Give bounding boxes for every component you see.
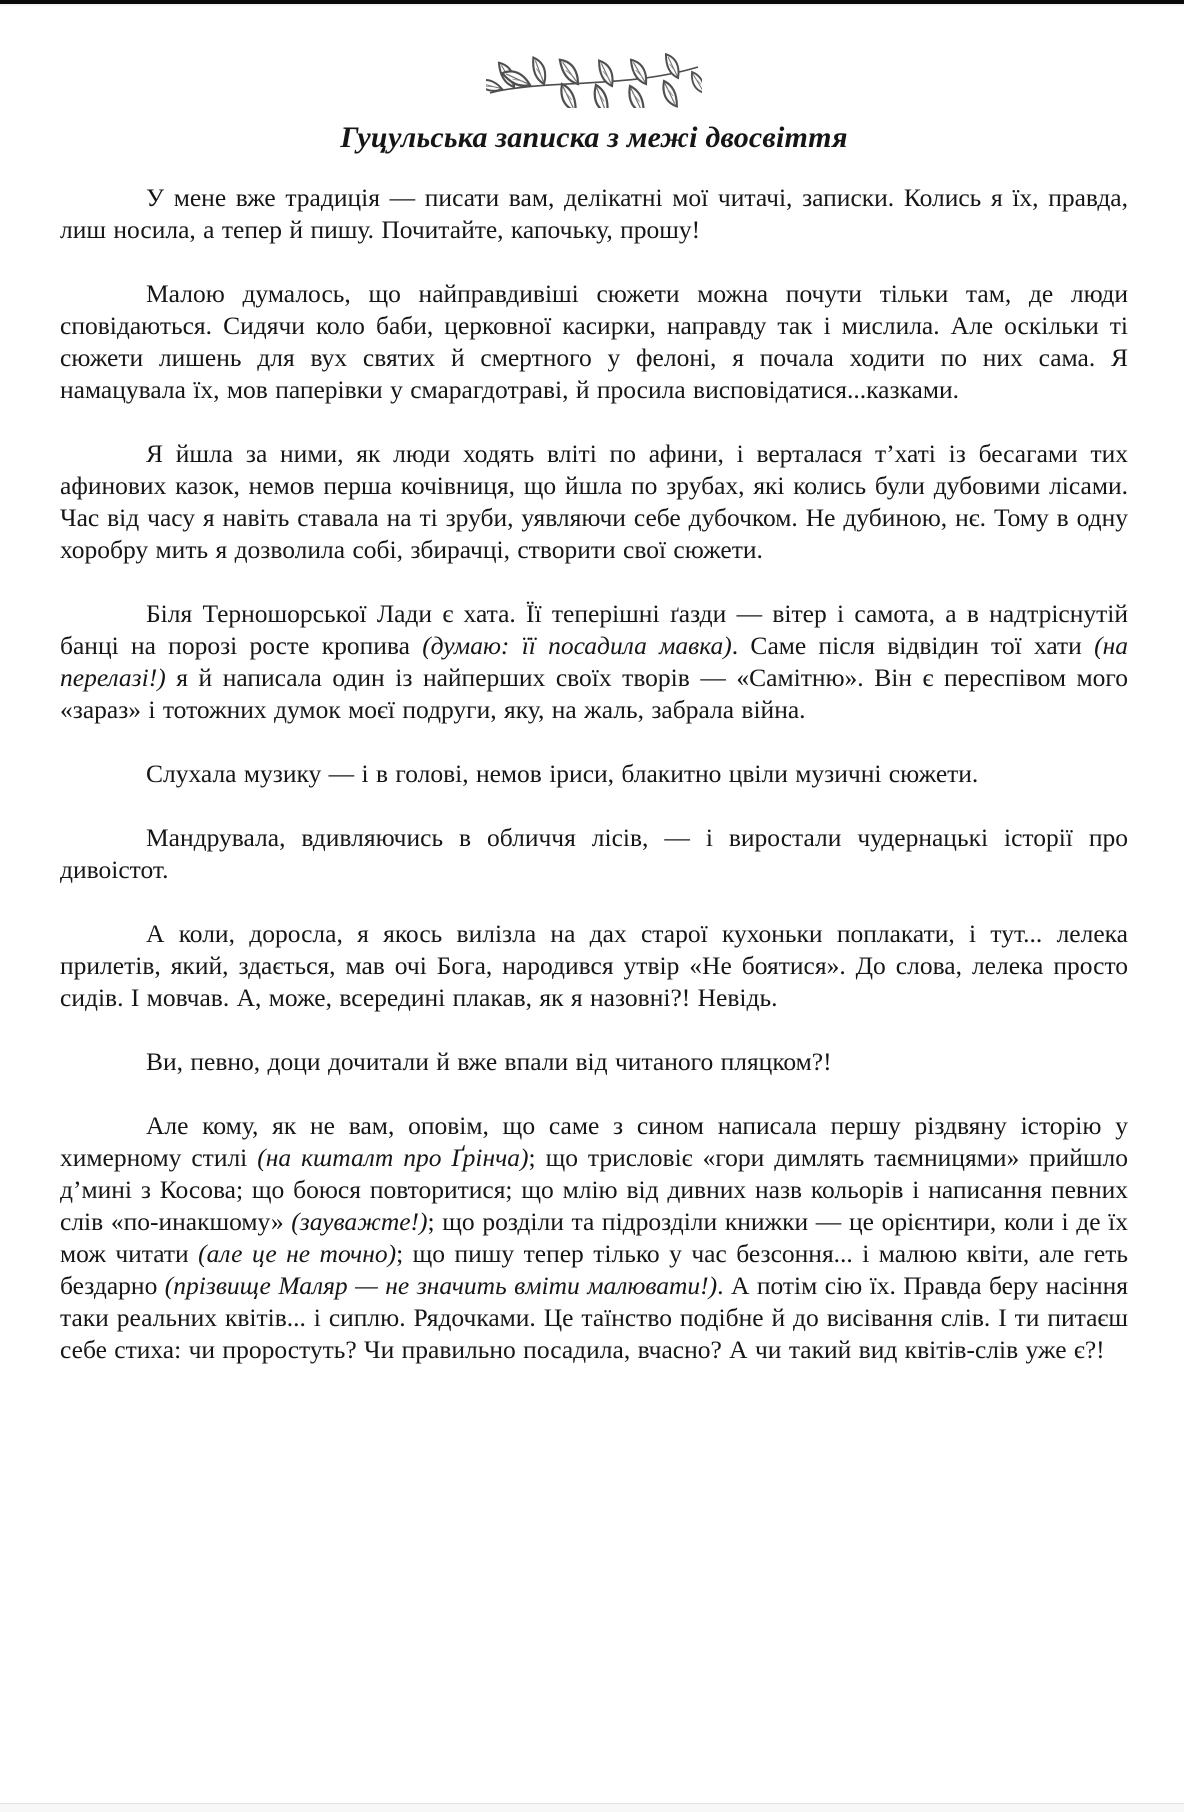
paragraph <box>60 598 1128 726</box>
paragraph <box>60 918 1128 1014</box>
text-run: Але кому, як не вам, оповім, що саме з сином написала першу різдвяну історію у химерному стилі <box>60 1111 1128 1172</box>
italic-text-run: (думаю: її посадила мавка) <box>422 631 732 660</box>
text-run: А коли, доросла, я якось вилізла на дах старої кухоньки поплакати, і тут... лелека прилетів, який, здається, мав очі Бога, народився утвір «Не боятися». До слова, лелека просто сидів. І мовчав. А, може, всередині плакав, як я назовні?! Невідь. <box>60 919 1128 1012</box>
text-run: Ви, певно, доци дочитали й вже впали від читаного пляцком?! <box>146 1047 832 1076</box>
italic-text-run: (але це не точно) <box>198 1239 397 1268</box>
chapter-title: Гуцульська записка з межі двосвіття <box>340 121 848 154</box>
text-run: Малою думалось, що найправдивіші сюжети можна почути тільки там, де люди сповідаються. Сидячи коло баби, церковної касирки, направду так і мислила. Але оскільки ті сюжети лишень для вух святих й смертного у фелоні, я почала ходити по них сама. Я намацувала їх, мов паперівки у смарагдотраві, й просила висповідатися...казками. <box>60 279 1128 404</box>
italic-text-run: (зауважте!) <box>291 1207 428 1236</box>
text-run: Біля Терношорської Лади є хата. Її теперішні ґазди — вітер і самота, а в надтріснутій банці на порозі росте кропива <box>60 599 1128 660</box>
paragraph <box>60 1046 1128 1078</box>
text-run: ; що пишу тепер тілько у час безсоння... і малюю квіти, але геть бездарно <box>60 1239 1128 1300</box>
italic-text-run: (прізвище Маляр — не значить вміти малювати!) <box>164 1271 718 1300</box>
paragraph <box>60 182 1128 246</box>
bottom-edge-strip <box>0 1803 1184 1812</box>
text-run: Я йшла за ними, як люди ходять вліті по афини, і верталася т’хаті із бесагами тих афинових казок, немов перша кочівниця, що йшла по зрубах, які колись були дубовими лісами. Час від часу я навіть ставала на ті зруби, уявляючи себе дубочком. Не дубиною, нє. Тому в одну хоробру мить я дозволила собі, збирачці, створити свої сюжети. <box>60 439 1128 564</box>
text-run: Мандрувала, вдивляючись в обличчя лісів, — і виростали чудернацькі історії про дивоістот. <box>60 823 1128 884</box>
text-run: ; що трисловіє «гори димлять таємницями» прийшло д’мині з Косова; що боюся повторитися; що млію від дивних назв кольорів і написання певних слів «по-инакшому» <box>60 1143 1128 1236</box>
italic-text-run: (на перелазі!) <box>60 631 1128 692</box>
paragraph <box>60 278 1128 406</box>
text-run: ; що розділи та підрозділи книжки — це орієнтири, коли і де їх мож читати <box>60 1207 1128 1268</box>
text-run: . А потім сію їх. Правда беру насіння таки реальних квітів... і сиплю. Рядочками. Це таїнство подібне й до висівання слів. І ти питаєш себе стиха: чи проростуть? Чи правильно посадила, вчасно? А чи такий вид квітів-слів уже є?! <box>60 1271 1128 1364</box>
paragraph <box>60 822 1128 886</box>
body-text <box>60 182 1128 1366</box>
text-run: Слухала музику — і в голові, немов іриси, блакитно цвіли музичні сюжети. <box>146 759 979 788</box>
paragraph <box>60 438 1128 566</box>
paragraph <box>60 758 1128 790</box>
text-run: У мене вже традиція — писати вам, делікатні мої читачі, записки. Колись я їх, правда, лиш носила, а тепер й пишу. Почитайте, капочьку, прошу! <box>60 183 1128 244</box>
page-content <box>0 52 1184 1366</box>
paragraph <box>60 1110 1128 1366</box>
leaf-branch-icon <box>486 52 702 108</box>
italic-text-run: (на кшталт про Ґрінча) <box>257 1143 529 1172</box>
top-edge-bar <box>0 0 1184 6</box>
text-run: я й написала один із найперших своїх творів — «Самітню». Він є переспівом мого «зараз» і тотожних думок моєї подруги, яку, на жаль, забрала війна. <box>60 663 1128 724</box>
text-run: . Саме після відвідин тої хати <box>731 631 1095 660</box>
